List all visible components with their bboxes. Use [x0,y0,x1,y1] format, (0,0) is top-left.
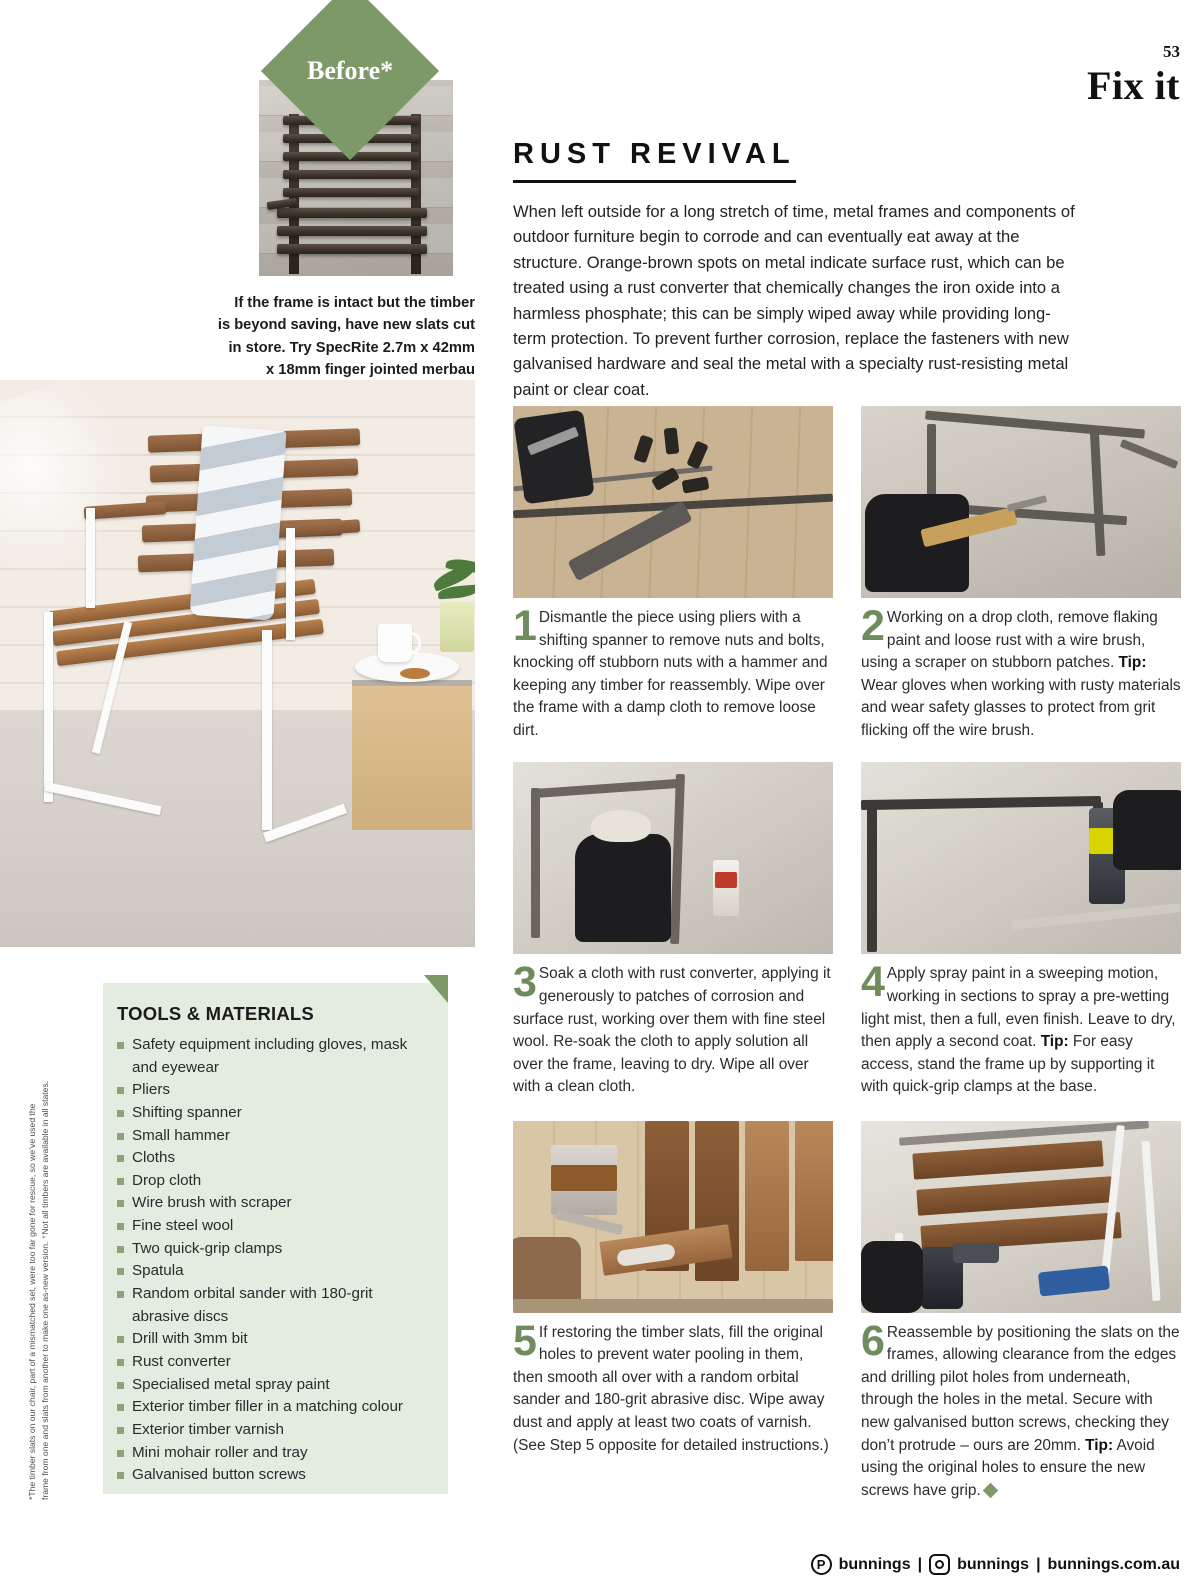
list-item: Specialised metal spray paint [117,1374,434,1397]
step-4-body: Apply spray paint in a sweeping motion, working in sections to spray a pre-wetting light mist, then a full, even finish. Leave to dry, then apply a second coat. [861,965,1176,1051]
step-2-tip-text: Wear gloves when working with rusty materials and wear safety glasses to protect from grit flicking off the wire brush. [861,676,1181,739]
step-2-tip-label: Tip: [1118,654,1147,672]
step-4-number: 4 [861,958,885,1007]
list-item: Cloths [117,1147,434,1170]
before-badge-label: Before* [306,56,394,85]
step-2-photo [861,406,1181,598]
list-item: Exterior timber varnish [117,1419,434,1442]
footer-separator-2: | [1036,1555,1041,1573]
step-6 [861,1121,1181,1503]
step-2 [861,406,1181,742]
list-item: Galvanised button screws [117,1464,434,1487]
step-2-body: Working on a drop cloth, remove flaking paint and loose rust with a wire brush, using a scraper on stubborn patches. [861,609,1158,672]
before-caption-line-2: is beyond saving, have new slats cut [217,317,475,334]
list-item: Safety equipment including gloves, mask and eyewear [117,1034,434,1079]
tools-panel-title: TOOLS & MATERIALS [117,1003,314,1024]
pinterest-handle[interactable]: bunnings [838,1555,911,1573]
instagram-icon[interactable] [929,1554,950,1575]
list-item: Drill with 3mm bit [117,1328,434,1351]
tools-and-materials-panel [103,983,448,1494]
hero-photo-after-chair [0,380,475,947]
step-3-text [513,958,833,1098]
step-6-body: Reassemble by positioning the slats on the frames, allowing clearance from the edges and drilling pilot holes from underneath, through the holes in the metal. Secure with new galvanised button screws, checking they don’t protrude – ours are 20mm. [861,1323,1180,1454]
list-item: Exterior timber filler in a matching colour [117,1396,434,1419]
step-1-number: 1 [513,602,537,650]
step-4-text [861,958,1181,1098]
section-title: Fix it [1087,63,1180,108]
page-number: 53 [1163,42,1180,61]
article-header [513,138,1181,402]
tools-list [117,1034,434,1487]
page-title: RUST REVIVAL [513,138,796,183]
before-caption-line-3: in store. Try SpecRite 2.7m x 42mm [228,339,475,356]
steps-grid [513,406,1181,1502]
list-item: Drop cloth [117,1170,434,1193]
footnote: *The timber slats on our chair, part of a mismatched set, were too far gone for rescue, so we’ve used the frame from one and slats from another to make one as-new version. ⁺Not all timbers are available in all states. [27,1080,51,1500]
step-3 [513,762,833,1098]
footer-social [811,1554,1180,1575]
step-4-tip-label: Tip: [1040,1033,1069,1051]
step-1-body: Dismantle the piece using pliers with a shifting spanner to remove nuts and bolts, knocking off stubborn nuts with a hammer and keeping any timber for reassembly. Wipe over the frame with a damp cloth to remove loose dirt. [513,609,828,739]
step-6-tip-label: Tip: [1085,1436,1114,1454]
end-of-article-diamond [982,1482,998,1498]
before-caption-line-1: If the frame is intact but the timber [234,295,475,311]
step-5-photo [513,1121,833,1313]
step-5-body: If restoring the timber slats, fill the original holes to prevent water pooling in them, then smooth all over with a random orbital sander and 180-grit abrasive disc. Wipe away dust and apply at least two coats of varnish. (See Step 5 opposite for detailed instructions.) [513,1323,829,1454]
website-url[interactable]: bunnings.com.au [1047,1555,1180,1573]
step-3-body: Soak a cloth with rust converter, applying it generously to patches of corrosion and surface rust, working over them with fine steel wool. Re-soak the cloth to apply solution all over the frame, leaving to dry. Wipe all over with a clean cloth. [513,965,831,1096]
step-6-tip-text: Avoid using the original holes to ensure the new screws have grip. [861,1436,1155,1499]
step-4-photo [861,762,1181,954]
list-item: Fine steel wool [117,1215,434,1238]
step-5 [513,1121,833,1503]
step-4 [861,762,1181,1098]
step-4-tip-text: For easy access, stand the frame up by supporting it with quick-grip clamps at the base. [861,1033,1155,1096]
step-6-photo [861,1121,1181,1313]
step-1-text [513,602,833,742]
before-caption-line-4: x 18mm finger jointed merbau [266,362,475,379]
step-3-number: 3 [513,958,537,1007]
list-item: Rust converter [117,1351,434,1374]
step-1 [513,406,833,742]
step-2-number: 2 [861,602,885,650]
list-item: Mini mohair roller and tray [117,1442,434,1465]
list-item: Spatula [117,1260,434,1283]
step-2-text [861,602,1181,742]
step-6-text [861,1316,1181,1503]
instagram-handle[interactable]: bunnings [957,1555,1030,1573]
list-item: Two quick-grip clamps [117,1238,434,1261]
step-1-photo [513,406,833,598]
list-item: Shifting spanner [117,1102,434,1125]
article-intro: When left outside for a long stretch of time, metal frames and components of outdoor furniture begin to corrode and can eventually eat away at the structure. Orange-brown spots on metal indicate surface rust, which can be treated using a rust converter that chemically changes the iron oxide into a harmless phosphate; this can be simply wiped away while providing long-term protection. To prevent further corrosion, replace the fasteners with new galvanised hardware and seal the metal with a specialty rust-resisting metal paint or clear coat. [513,202,1075,399]
step-3-photo [513,762,833,954]
list-item: Wire brush with scraper [117,1192,434,1215]
pinterest-icon[interactable]: P [811,1554,832,1575]
footer-separator-1: | [917,1555,923,1573]
step-5-number: 5 [513,1316,537,1365]
step-6-number: 6 [861,1316,885,1365]
list-item: Random orbital sander with 180-grit abrasive discs [117,1283,434,1328]
step-5-text [513,1316,833,1457]
list-item: Small hammer [117,1125,434,1148]
list-item: Pliers [117,1079,434,1102]
panel-corner-flag [424,975,448,1003]
